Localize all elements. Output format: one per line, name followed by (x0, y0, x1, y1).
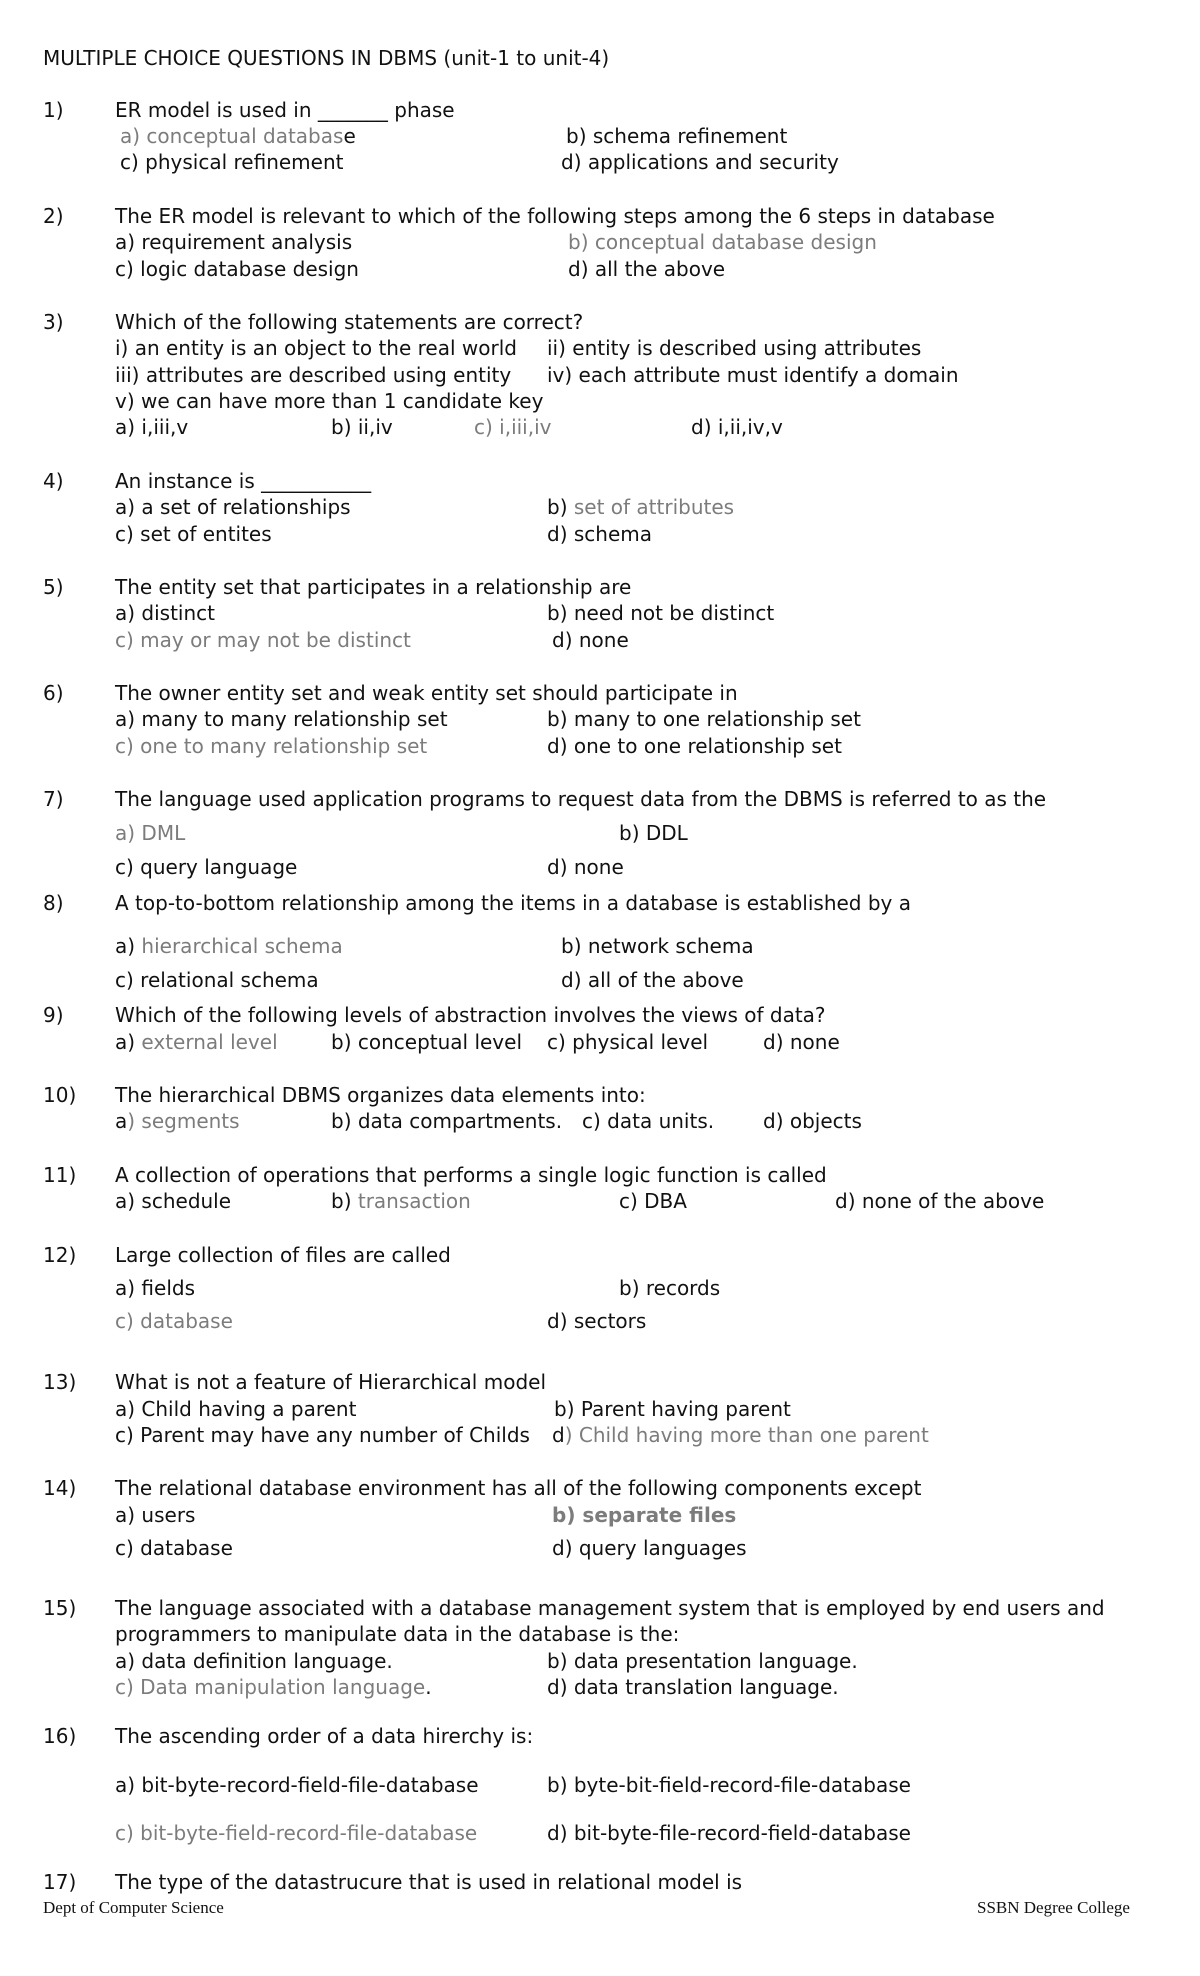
statement-iii: iii) attributes are described using entity (115, 363, 512, 387)
option-a: a) Child having a parent (115, 1397, 357, 1421)
option-c: c) Parent may have any number of Childs (115, 1423, 530, 1447)
option-d: d) data translation language. (547, 1675, 839, 1699)
question-text: A top-to-bottom relationship among the items in a database is established by a (115, 891, 911, 915)
question-number: 14) (43, 1476, 77, 1500)
question-number: 2) (43, 204, 64, 228)
option-b: b) ii,iv (331, 415, 393, 439)
statement-iv: iv) each attribute must identify a domain (547, 363, 959, 387)
option-c: c) physical level (547, 1030, 709, 1054)
option-d: d) applications and security (561, 150, 839, 174)
option-d: d) none of the above (835, 1189, 1045, 1213)
option-a: a) i,iii,v (115, 415, 189, 439)
question-text: The ascending order of a data hirerchy is: (115, 1724, 534, 1748)
question-text: What is not a feature of Hierarchical model (115, 1370, 546, 1394)
option-b: b) separate files (552, 1503, 737, 1527)
question-number: 15) (43, 1596, 77, 1620)
question-number: 8) (43, 891, 64, 915)
option-c: c) set of entites (115, 522, 272, 546)
option-label: d (552, 1423, 565, 1447)
option-c: c) one to many relationship set (115, 734, 428, 758)
option-d: d) bit-byte-file-record-field-database (547, 1821, 911, 1845)
option-c: c) bit-byte-field-record-file-database (115, 1821, 478, 1845)
option-b: b) many to one relationship set (547, 707, 861, 731)
question-number: 16) (43, 1724, 77, 1748)
option-b: b) need not be distinct (547, 601, 775, 625)
question-text: An instance is ___________ (115, 469, 372, 493)
option-c: c) data units. (582, 1109, 715, 1133)
option-b: b) byte-bit-field-record-file-database (547, 1773, 911, 1797)
option-label: b) (547, 495, 574, 519)
option-c: c) logic database design (115, 257, 359, 281)
option-d: d) query languages (552, 1536, 747, 1560)
question-number: 17) (43, 1870, 77, 1894)
question-text: Which of the following levels of abstraction involves the views of data? (115, 1003, 826, 1027)
footer-department: Dept of Computer Science (43, 1898, 224, 1917)
option-a: a) bit-byte-record-field-file-database (115, 1773, 479, 1797)
option-a (120, 123, 356, 149)
question-text: The entity set that participates in a relationship are (115, 575, 632, 599)
option-d: d) one to one relationship set (547, 734, 842, 758)
option-a: a) requirement analysis (115, 230, 353, 254)
option-a: a) many to many relationship set (115, 707, 448, 731)
option-c (115, 1674, 432, 1700)
option-d: d) objects (763, 1109, 862, 1133)
option-b: b) conceptual level (331, 1030, 523, 1054)
question-number: 6) (43, 681, 64, 705)
option-a: a) users (115, 1503, 196, 1527)
option-label: a) (115, 934, 142, 958)
question-text-continued: programmers to manipulate data in the database is the: (115, 1622, 680, 1646)
question-number: 7) (43, 787, 64, 811)
correct-answer: external level (141, 1030, 278, 1054)
option-b (331, 1188, 471, 1214)
question-text: The language used application programs to request data from the DBMS is referred to as the (115, 787, 1047, 811)
option-d: d) schema (547, 522, 652, 546)
option-a (115, 1029, 278, 1055)
option-b: b) network schema (561, 934, 754, 958)
question-number: 10) (43, 1083, 77, 1107)
option-label: a) (115, 1030, 142, 1054)
question-text: Which of the following statements are correct? (115, 310, 584, 334)
question-number: 11) (43, 1163, 77, 1187)
option-c: c) relational schema (115, 968, 319, 992)
option-a: a) distinct (115, 601, 215, 625)
option-b (547, 494, 734, 520)
question-number: 9) (43, 1003, 64, 1027)
page-title: MULTIPLE CHOICE QUESTIONS IN DBMS (unit-1 to unit-4) (43, 46, 610, 70)
question-text: The owner entity set and weak entity set should participate in (115, 681, 738, 705)
question-number: 12) (43, 1243, 77, 1267)
correct-answer: transaction (357, 1189, 471, 1213)
question-text: The ER model is relevant to which of the following steps among the 6 steps in database (115, 204, 995, 228)
statement-i: i) an entity is an object to the real world (115, 336, 517, 360)
option-a (115, 933, 343, 959)
correct-answer: a) conceptual databas (120, 124, 344, 148)
question-text: ER model is used in _______ phase (115, 98, 455, 122)
question-number: 13) (43, 1370, 77, 1394)
option-c: c) i,iii,iv (474, 415, 552, 439)
statement-v: v) we can have more than 1 candidate key (115, 389, 544, 413)
option-b: b) Parent having parent (554, 1397, 791, 1421)
option-tail: . (425, 1675, 432, 1699)
question-text: The language associated with a database management system that is employed by end users and (115, 1596, 1105, 1620)
option-d: d) all of the above (561, 968, 744, 992)
option-b: b) data presentation language. (547, 1649, 858, 1673)
option-b: b) records (619, 1276, 721, 1300)
option-tail: e (343, 124, 356, 148)
option-d (552, 1422, 929, 1448)
option-d: d) i,ii,iv,v (691, 415, 783, 439)
option-label: a (115, 1109, 128, 1133)
question-number: 3) (43, 310, 64, 334)
option-a: a) fields (115, 1276, 195, 1300)
option-b: b) data compartments. (331, 1109, 563, 1133)
option-b: b) conceptual database design (568, 230, 877, 254)
option-b: b) schema refinement (566, 124, 788, 148)
question-text: The type of the datastrucure that is used in relational model is (115, 1870, 743, 1894)
footer-college: SSBN Degree College (977, 1898, 1130, 1917)
option-d: d) none (552, 628, 629, 652)
option-c: c) DBA (619, 1189, 687, 1213)
option-c: c) physical refinement (120, 150, 344, 174)
option-a: a) schedule (115, 1189, 232, 1213)
option-a: a) a set of relationships (115, 495, 351, 519)
option-a: a) DML (115, 821, 186, 845)
option-d: d) none (763, 1030, 840, 1054)
option-d: d) all the above (568, 257, 726, 281)
option-label: b) (331, 1189, 358, 1213)
correct-answer: ) segments (127, 1109, 240, 1133)
question-text: The hierarchical DBMS organizes data elements into: (115, 1083, 646, 1107)
option-c: c) may or may not be distinct (115, 628, 411, 652)
correct-answer: hierarchical schema (141, 934, 343, 958)
option-c: c) database (115, 1536, 233, 1560)
option-a: a) data definition language. (115, 1649, 393, 1673)
question-number: 4) (43, 469, 64, 493)
question-number: 1) (43, 98, 64, 122)
statement-ii: ii) entity is described using attributes (547, 336, 922, 360)
option-c: c) database (115, 1309, 233, 1333)
option-a (115, 1108, 240, 1134)
question-text: The relational database environment has all of the following components except (115, 1476, 922, 1500)
correct-answer: set of attributes (573, 495, 735, 519)
option-c: c) query language (115, 855, 298, 879)
option-b: b) DDL (619, 821, 688, 845)
correct-answer: c) Data manipulation language (115, 1675, 426, 1699)
correct-answer: ) Child having more than one parent (564, 1423, 929, 1447)
question-text: Large collection of files are called (115, 1243, 451, 1267)
option-d: d) none (547, 855, 624, 879)
question-number: 5) (43, 575, 64, 599)
option-d: d) sectors (547, 1309, 647, 1333)
question-text: A collection of operations that performs a single logic function is called (115, 1163, 827, 1187)
